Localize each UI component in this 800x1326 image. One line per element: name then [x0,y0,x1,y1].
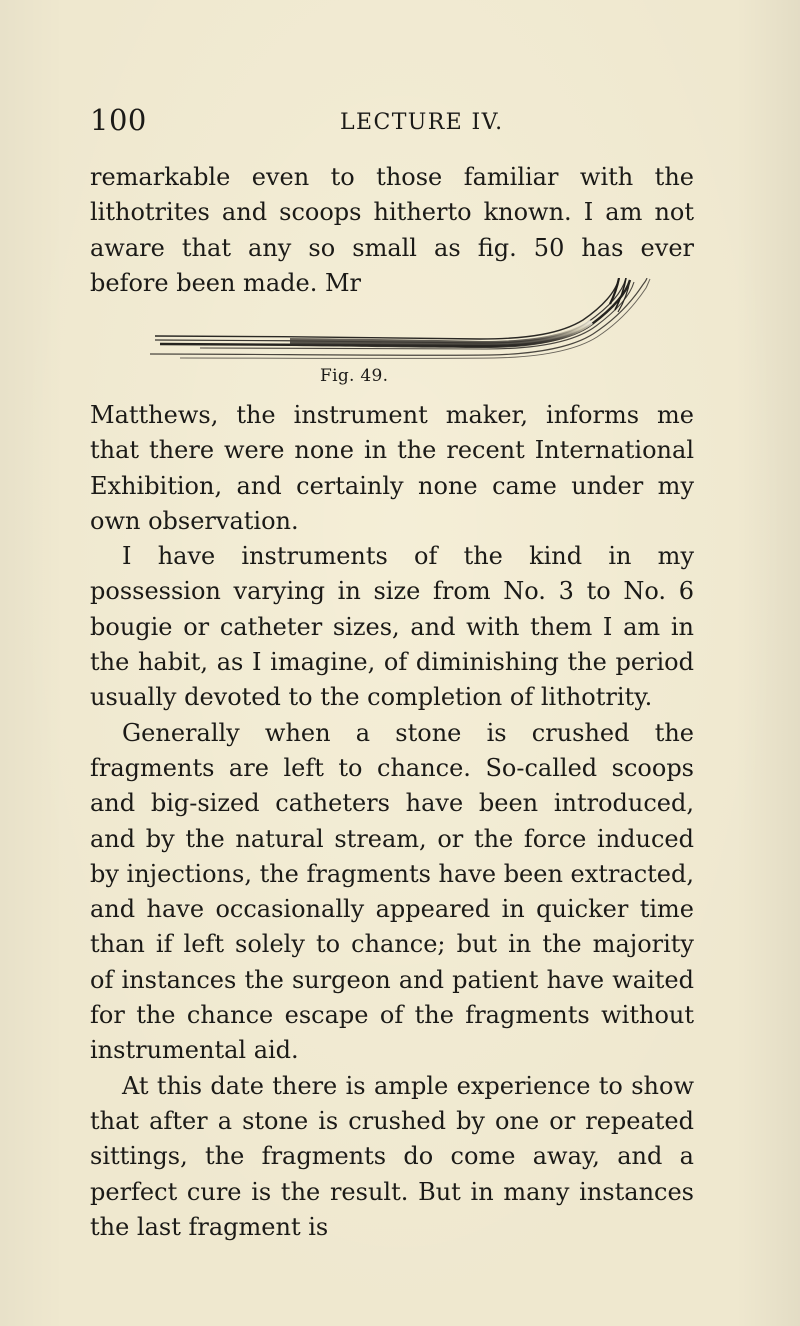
paragraph-instruments: I have instruments of the kind in my possession varying in size from No. 3 to No. 6 bougie or catheter sizes, and with them I am in the habit, as I imagine, of diminishing the period usually devoted to the completion of lithotrity. [90,542,694,712]
paragraph-experience: At this date there is ample experience to show that after a stone is crushed by one or repeated sittings, the fragments do come away, and a perfect cure is the result. But in many instances the last fragment is [90,1071,694,1241]
running-head [90,103,694,143]
figure-caption: Fig. 49. [320,366,389,386]
opening-paragraph: remarkable even to those familiar with the lithotrites and scoops hitherto known. I am not aware that any so small as fig. 50 has ever before been made. Mr [90,163,694,297]
page-number: 100 [90,103,147,137]
paragraph-fragments: Generally when a stone is crushed the fragments are left to chance. So-called scoops and big-sized catheters have been introduced, and by the natural stream, or the force induced by injections, the fragments have been extracted, and have occasionally appeared in quicker time than if left solely to chance; but in the majority of instances the surgeon and patient have waited for the chance escape of the fragments without instrumental aid. [90,718,694,1065]
running-title: LECTURE IV. [340,110,504,135]
body-text [90,398,694,1245]
paragraph-continuation: Matthews, the instrument maker, informs me that there were none in the recent International Exhibition, and certainly none came under my own observation. [90,401,694,535]
